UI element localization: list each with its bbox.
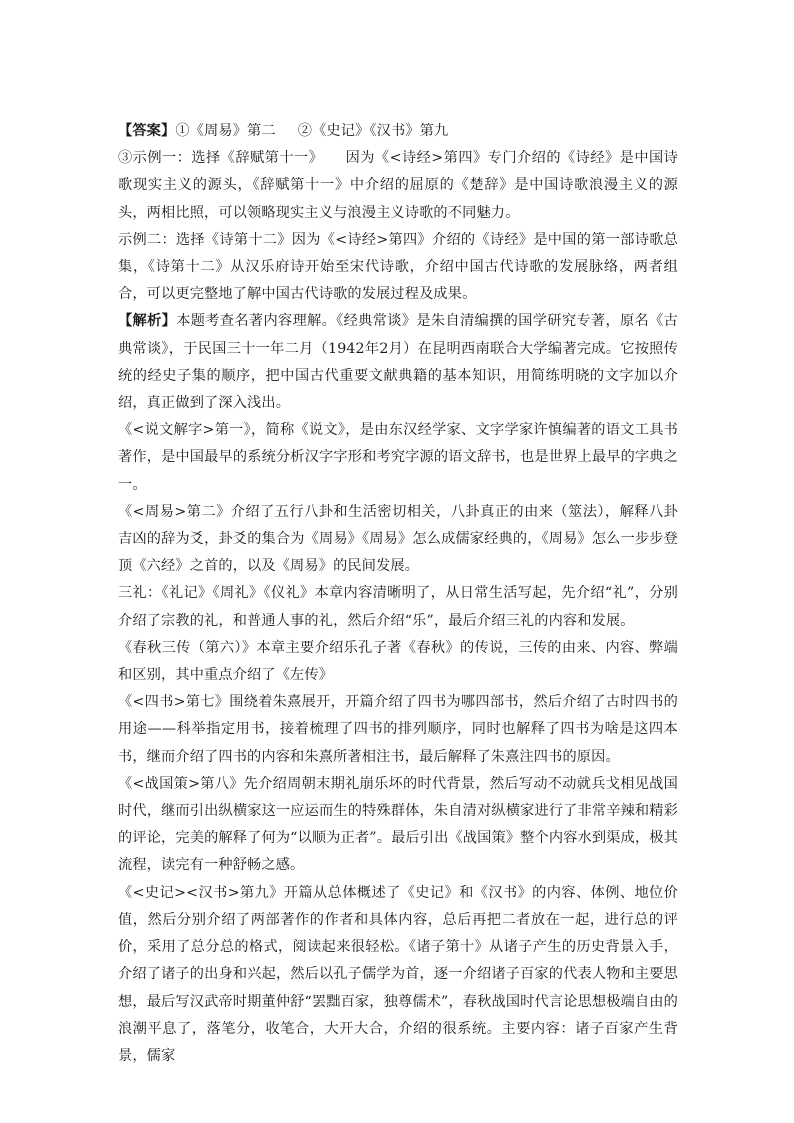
paragraph-shuowen: 《<说文解字>第一》，简称《说文》，是由东汉经学家、文字学家许慎编著的语文工具书著作，是中国最早的系统分析汉字字形和考究字源的语文辞书，也是世界上最早的字典之一。 [118,422,678,493]
paragraph-shiji-hanshu: 《<史记><汉书>第九》开篇从总体概述了《史记》和《汉书》的内容、体例、地位价值，然后分别介绍了两部著作的作者和具体内容，总后再把二者放在一起，进行总的评价，采用了总分总的格式，阅读起来很轻松。《诸子第十》从诸子产生的历史背景入手，介绍了诸子的出身和兴起，然后以孔子儒学为首，逐一介绍诸子百家的代表人物和主要思想，最后写汉武帝时期董仲舒“罢黜百家，独尊儒术”，春秋战国时代言论思想极端自由的浪潮平息了，落笔分，收笔合，大开大合，介绍的很系统。主要内容：诸子百家产生背景，儒家 [118,884,678,1064]
paragraph-zhanguoce: 《<战国策>第八》先介绍周朝末期礼崩乐坏的时代背景，然后写动不动就兵戈相见战国时代，继而引出纵横家这一应运而生的特殊群体，朱自清对纵横家进行了非常辛辣和精彩的评论，完美的解释了何为“以顺为正者”。最后引出《战国策》整个内容水到渠成，极其流程，读完有一种舒畅之感。 [118,775,678,874]
paragraph-chunqiu: 《春秋三传（第六）》本章主要介绍乐孔子著《春秋》的传说，三传的由来、内容、弊端和区别，其中重点介绍了《左传》 [118,639,678,684]
answer-line [118,118,678,145]
answer-item-1: ①《周易》第二 [175,123,276,139]
analysis-paragraph [118,308,678,417]
example-one: ③示例一：选择《辞赋第十一》 因为《<诗经>第四》专门介绍的《诗经》是中国诗歌现实主义的源头，《辞赋第十一》中介绍的屈原的《楚辞》是中国诗歌浪漫主义的源头，两相比照，可以领略现实主义与浪漫主义诗歌的不同魅力。 [118,150,678,221]
paragraph-sishu: 《<四书>第七》围绕着朱熹展开，开篇介绍了四书为哪四部书，然后介绍了古时四书的用途——科举指定用书，接着梳理了四书的排列顺序，同时也解释了四书为啥是这四本书，继而介绍了四书的内容和朱熹所著相注书，最后解释了朱熹注四书的原因。 [118,694,678,765]
example-two: 示例二：选择《诗第十二》因为《<诗经>第四》介绍的《诗经》是中国的第一部诗歌总集，《诗第十二》从汉乐府诗开始至宋代诗歌，介绍中国古代诗歌的发展脉络，两者组合，可以更完整地了解中国古代诗歌的发展过程及成果。 [118,231,678,303]
analysis-label: 【解析】 [118,313,177,330]
document-page [118,118,678,1070]
paragraph-zhouyi: 《<周易>第二》介绍了五行八卦和生活密切相关，八卦真正的由来（筮法），解释八卦吉凶的辞为爻，卦爻的集合为《周易》《周易》怎么成儒家经典的，《周易》怎么一步步登顶《六经》之首的，以及《周易》的民间发展。 [118,503,678,575]
analysis-text: 本题考查名著内容理解。《经典常谈》是朱自清编撰的国学研究专著，原名《古典常谈》，于民国三十一年二月（1942年2月）在昆明西南联合大学编著完成。它按照传统的经史子集的顺序，把中国古代重要文献典籍的基本知识，用简练明晓的文字加以介绍，真正做到了深入浅出。 [118,313,678,412]
paragraph-sanli: 三礼：《礼记》《周礼》《仪礼》本章内容清晰明了，从日常生活写起，先介绍“礼”，分别介绍了宗教的礼，和普通人事的礼，然后介绍“乐”，最后介绍三礼的内容和发展。 [118,585,678,629]
answer-item-2: ②《史记》《汉书》第九 [297,123,449,139]
answer-label: 【答案】 [118,123,176,139]
